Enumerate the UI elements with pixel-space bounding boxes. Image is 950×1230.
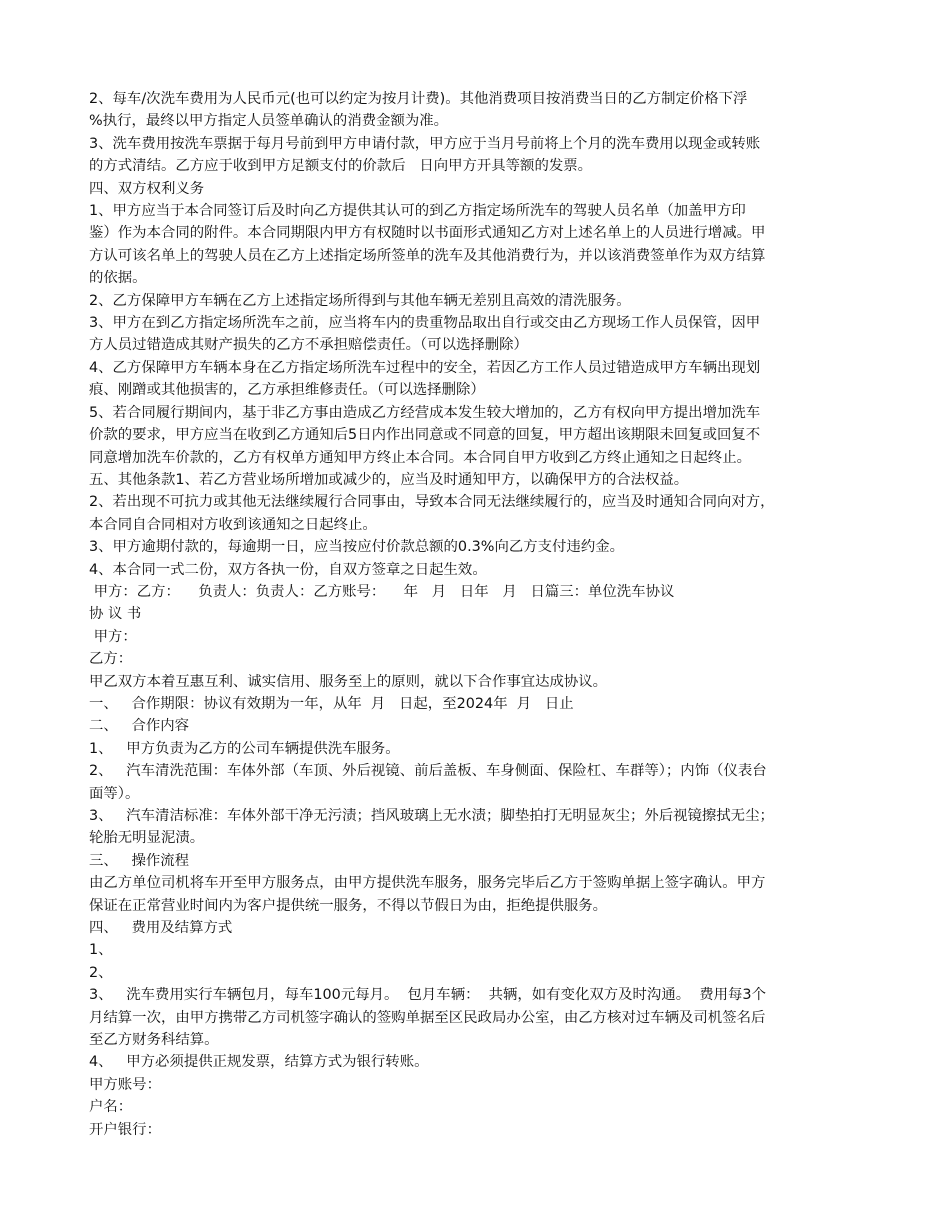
text-line: 的方式清结。乙方应于收到甲方足额支付的价款后 日向甲方开具等额的发票。 [89, 158, 593, 175]
section-heading: 四、双方权利义务 [89, 180, 205, 197]
text-line: 3、 洗车费用实行车辆包月，每车100元每月。 包月车辆： 共辆，如有变化双方及时沟通。 费用每3个 [89, 987, 766, 1004]
text-line: 3、甲方逾期付款的，每逾期一日，应当按应付价款总额的0.3%向乙方支付违约金。 [89, 539, 624, 556]
section-heading: 一、 合作期限：协议有效期为一年，从年 月 日起，至2024年 月 日止 [89, 695, 574, 712]
text-line: %执行，最终以甲方指定人员签单确认的消费金额为准。 [89, 113, 449, 130]
text-line: 3、甲方在到乙方指定场所洗车之前，应当将车内的贵重物品取出自行或交由乙方现场工作人员保管，因甲 [89, 315, 761, 332]
text-line: 痕、刚蹭或其他损害的，乙方承担维修责任。（可以选择删除） [89, 382, 485, 399]
text-line: 2、 汽车清洗范围：车体外部（车顶、外后视镜、前后盖板、车身侧面、保险杠、车群等）；内饰（仪表台 [89, 763, 767, 780]
text-line: 方认可该名单上的驾驶人员在乙方上述指定场所签单的洗车及其他消费行为，并以该消费签单作为双方结算 [89, 247, 766, 264]
text-line: 1、 [89, 942, 113, 959]
text-line: 1、甲方应当于本合同签订后及时向乙方提供其认可的到乙方指定场所洗车的驾驶人员名单（加盖甲方印 [89, 203, 746, 220]
text-line: 由乙方单位司机将车开至甲方服务点，由甲方提供洗车服务，服务完毕后乙方于签购单据上签字确认。甲方 [89, 875, 766, 892]
text-line: 方人员过错造成其财产损失的乙方不承担赔偿责任。（可以选择删除） [89, 337, 528, 354]
text-line: 月结算一次，由甲方携带乙方司机签字确认的签购单据至区民政局办公室，由乙方核对过车辆及司机签名后 [89, 1009, 766, 1026]
section-heading: 四、 费用及结算方式 [89, 920, 233, 937]
text-line: 4、乙方保障甲方车辆本身在乙方指定场所洗车过程中的安全，若因乙方工作人员过错造成甲方车辆出现划 [89, 359, 761, 376]
text-line: 5、若合同履行期间内，基于非乙方事由造成乙方经营成本发生较大增加的，乙方有权向甲方提出增加洗车 [89, 404, 761, 421]
account-label: 甲方账号： [89, 1076, 161, 1093]
text-line: 甲乙双方本着互惠互利、诚实信用、服务至上的原则，就以下合作事宜达成协议。 [89, 673, 608, 690]
section-heading: 五、其他条款1、若乙方营业场所增加或减少的，应当及时通知甲方，以确保甲方的合法权益。 [89, 471, 689, 488]
text-line: 轮胎无明显泥渍。 [89, 830, 205, 847]
text-line: 1、 甲方负责为乙方的公司车辆提供洗车服务。 [89, 740, 400, 757]
bank-label: 开户银行： [89, 1121, 161, 1138]
party-b-label: 乙方： [89, 651, 133, 668]
text-line: 保证在正常营业时间内为客户提供统一服务，不得以节假日为由，拒绝提供服务。 [89, 897, 608, 914]
text-line: 面等）。 [89, 785, 140, 802]
account-name-label: 户名： [89, 1099, 133, 1116]
section-heading: 二、 合作内容 [89, 718, 190, 735]
text-line: 本合同自合同相对方收到该通知之日起终止。 [89, 516, 377, 533]
text-line: 3、 汽车清洁标准：车体外部干净无污渍；挡风玻璃上无水渍；脚垫拍打无明显灰尘；外后视镜擦拭无尘； [89, 808, 774, 824]
text-line: 4、本合同一式二份，双方各执一份，自双方签章之日起生效。 [89, 561, 487, 578]
text-line: 2、每车/次洗车费用为人民币元(也可以约定为按月计费)。其他消费项目按消费当日的乙方制定价格下浮 [89, 91, 748, 107]
text-line: 至乙方财务科结算。 [89, 1032, 219, 1049]
text-line: 鉴）作为本合同的附件。本合同期限内甲方有权随时以书面形式通知乙方对上述名单上的人员进行增减。甲 [89, 225, 766, 242]
text-line: 价款的要求，甲方应当在收到乙方通知后5日内作出同意或不同意的回复，甲方超出该期限未回复或回复不 [89, 427, 761, 444]
text-line: 2、乙方保障甲方车辆在乙方上述指定场所得到与其他车辆无差别且高效的清洗服务。 [89, 292, 631, 309]
party-a-label: 甲方： [89, 628, 137, 645]
agreement-title: 协 议 书 [89, 606, 142, 623]
text-line: 2、 [89, 964, 113, 981]
text-line: 同意增加洗车价款的，乙方有权单方通知甲方终止本合同。本合同自甲方收到乙方终止通知之日起终止。 [89, 449, 751, 466]
text-line: 4、 甲方必须提供正规发票，结算方式为银行转账。 [89, 1054, 429, 1071]
text-line: 2、若出现不可抗力或其他无法继续履行合同事由，导致本合同无法继续履行的，应当及时通知合同向对方， [89, 494, 775, 511]
section-heading: 三、 操作流程 [89, 852, 190, 869]
signature-line: 甲方：乙方： 负责人：负责人：乙方账号： 年 月 日年 月 日篇三：单位洗车协议 [89, 583, 675, 600]
text-line: 的依据。 [89, 270, 147, 287]
text-line: 3、洗车费用按洗车票据于每月号前到甲方申请付款，甲方应于当月号前将上个月的洗车费用以现金或转账 [89, 135, 761, 152]
